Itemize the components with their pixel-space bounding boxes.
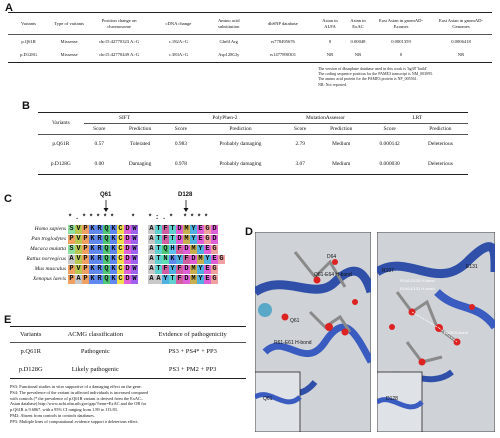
residue-cell: D: [177, 235, 182, 243]
residue-cell: Y: [198, 275, 203, 283]
panel-label-d: D: [245, 226, 253, 238]
residue-cell: T: [156, 255, 161, 263]
residue-cell: E: [198, 235, 203, 243]
residue-cell: Q: [104, 235, 109, 243]
residue-cell: V: [76, 265, 81, 273]
table-note: The version of dbsnpbase database used in this work is 'hg38' 'build': [318, 66, 427, 71]
residue-cell: K: [111, 225, 116, 233]
table-cell: c.182A>G: [168, 38, 189, 44]
residue-cell: K: [90, 235, 95, 243]
residue-cell: K: [111, 265, 116, 273]
table-cell: PS3 + PS4* + PP3: [168, 348, 217, 356]
residue-cell: K: [111, 255, 116, 263]
table-cell: 0.00048: [350, 38, 366, 44]
col-header: Asian in ALFA: [322, 17, 338, 29]
residue-cell: K: [90, 245, 95, 253]
residue-cell: P: [83, 255, 88, 263]
conservation-mark: *: [148, 214, 153, 222]
residue-cell: Q: [104, 265, 109, 273]
residue-cell: D: [125, 245, 130, 253]
table-cell: p.Q61R: [20, 348, 41, 356]
table-note: NR: Not reported.: [318, 81, 347, 87]
table-cell: 0.57: [94, 141, 104, 148]
col-header: Asian in ExAC: [350, 17, 366, 29]
col-header: Type of variants: [54, 20, 84, 26]
residue-cell: F: [177, 275, 182, 283]
residue-cell: T: [156, 265, 161, 273]
residue-cell: A: [156, 275, 161, 283]
panel-label-e: E: [4, 314, 12, 326]
residue-cell: V: [76, 235, 81, 243]
conservation-mark: *: [110, 214, 115, 222]
residue-cell: V: [76, 225, 81, 233]
table-cell: chr15:42770449 A>G: [98, 52, 140, 58]
residue-cell: E: [212, 255, 217, 263]
residue-cell: Q: [163, 245, 168, 253]
table-cell: p.D128G: [50, 160, 71, 167]
residue-cell: K: [90, 265, 95, 273]
table-cell: 0.0001359: [391, 38, 411, 44]
residue-label: Q61: [290, 318, 300, 324]
panel-label-b: B: [22, 100, 30, 112]
table-cell: 0.00: [94, 160, 104, 167]
table-cell: rs778495676: [270, 38, 295, 44]
residue-cell: A: [149, 265, 154, 273]
residue-cell: A: [149, 235, 154, 243]
residue-cell: P: [83, 245, 88, 253]
residue-cell: R: [97, 225, 102, 233]
residue-cell: Y: [205, 255, 210, 263]
table-cell: Pathogenic: [80, 348, 110, 356]
residue-cell: Y: [198, 245, 203, 253]
residue-cell: T: [156, 235, 161, 243]
residue-cell: G: [205, 235, 210, 243]
acmg-note: PM2: Absent from controls in controls databases.: [10, 412, 95, 418]
residue-cell: A: [149, 275, 154, 283]
table-cell: Asp128Gly: [218, 52, 240, 58]
acmg-note: PS3: Functional studies in vitro supportive of a damaging effect on the gene.: [10, 384, 142, 389]
residue-label: Q61: [263, 396, 273, 402]
residue-cell: D: [125, 225, 130, 233]
residue-label: D64: [327, 254, 337, 260]
col-group-header: LRT: [367, 113, 469, 124]
residue-cell: M: [184, 235, 189, 243]
conservation-mark: *: [204, 214, 209, 222]
table-cell: 0.000030: [379, 160, 400, 167]
species-label: Mus musculus: [34, 266, 66, 272]
table-cell: chr15:42770323 A>G: [98, 38, 140, 44]
residue-cell: A: [149, 245, 154, 253]
residue-cell: Q: [104, 225, 109, 233]
structure-view-d128: [377, 232, 495, 432]
residue-cell: Y: [170, 265, 175, 273]
conservation-mark: .: [75, 214, 80, 222]
acmg-note: Asian database) http://www.ncbi.nlm.nih.gov/gap/?term=ExAC and the OR for: [10, 401, 147, 407]
table-cell: Deleterious: [427, 160, 453, 167]
residue-cell: K: [90, 275, 95, 283]
structure-view-q61: [255, 232, 371, 432]
table-cell: Damaging: [128, 160, 152, 167]
hbond-label: D128 H-bond: [444, 330, 468, 335]
residue-cell: E: [205, 275, 210, 283]
residue-cell: D: [212, 235, 217, 243]
table-cell: Medium: [332, 160, 351, 167]
alignment-gap: [138, 225, 148, 285]
table-cell: Probably damaging: [219, 160, 262, 167]
col-header: Variants: [21, 20, 37, 26]
col-group-header: MutationAssessor: [284, 113, 366, 124]
residue-cell: N: [163, 255, 168, 263]
col-subheader: Prediction: [429, 125, 452, 132]
table-cell: 0.0006418: [451, 38, 471, 44]
residue-cell: G: [219, 255, 224, 263]
col-subheader: Prediction: [229, 125, 252, 132]
residue-cell: D: [125, 235, 130, 243]
table-cell: Missense: [60, 38, 78, 44]
table-cell: p.D128G: [20, 52, 38, 58]
residue-cell: K: [90, 225, 95, 233]
col-header: dbSNP database: [267, 20, 298, 26]
residue-cell: R: [97, 275, 102, 283]
residue-cell: P: [83, 275, 88, 283]
col-header: East Asian in gnomAD-Genomes: [438, 17, 484, 29]
residue-cell: E: [198, 225, 203, 233]
residue-cell: K: [111, 235, 116, 243]
table-cell: Medium: [332, 141, 351, 148]
conservation-mark: .: [162, 214, 167, 222]
residue-cell: D: [184, 275, 189, 283]
acmg-note: p.Q61R is 9.6867, with a 95% CI ranging from 1.89 to 113.83.: [10, 407, 118, 413]
residue-cell: P: [69, 275, 74, 283]
residue-cell: Q: [104, 245, 109, 253]
table-cell: PS3 + PM2 + PP3: [168, 365, 217, 373]
residue-label: R107: [382, 268, 394, 274]
residue-cell: A: [149, 225, 154, 233]
col-subheader: Score: [174, 125, 188, 132]
residue-cell: F: [177, 265, 182, 273]
conservation-mark: *: [103, 214, 108, 222]
residue-label: Q61-E64 H-bond: [314, 272, 352, 278]
residue-cell: E: [205, 265, 210, 273]
acmg-note: with controls (* the prevalence of p.Q61R variant is derived from the ExAC–: [10, 395, 144, 401]
species-label: Pan troglodytes: [31, 236, 66, 242]
table-cell: 0: [399, 52, 403, 58]
residue-cell: G: [212, 275, 217, 283]
residue-cell: S: [69, 225, 74, 233]
col-subheader: Score: [294, 125, 307, 132]
table-cell: rs1477890301: [269, 52, 296, 58]
residue-cell: R: [97, 265, 102, 273]
conservation-mark: *: [131, 214, 136, 222]
residue-cell: M: [198, 255, 203, 263]
table-cell: 0: [328, 38, 332, 44]
residue-cell: R: [97, 245, 102, 253]
table-cell: 3.07: [295, 160, 305, 167]
residue-cell: D: [184, 265, 189, 273]
residue-cell: A: [69, 255, 74, 263]
conservation-mark: *: [169, 214, 174, 222]
table-cell: NR: [326, 52, 334, 58]
residue-cell: W: [132, 275, 137, 283]
residue-cell: S: [69, 245, 74, 253]
conservation-mark: *: [183, 214, 188, 222]
residue-cell: D: [125, 275, 130, 283]
col-header: Position change on chromosome: [101, 17, 137, 29]
conservation-mark: *: [68, 214, 73, 222]
residue-cell: Y: [177, 255, 182, 263]
residue-cell: F: [163, 235, 168, 243]
conservation-mark: *: [82, 214, 87, 222]
col-group-header: SIFT: [84, 113, 166, 124]
acmg-note: PP3: Multiple lines of computational evidence support a deleterious effect.: [10, 418, 139, 424]
col-subheader: Prediction: [128, 125, 152, 132]
residue-cell: P: [69, 265, 74, 273]
col-header: East Asian in gnomAD-Exomes: [378, 17, 424, 29]
residue-cell: W: [132, 265, 137, 273]
table-cell: 0.978: [174, 160, 187, 167]
col-header: Variants: [20, 331, 42, 338]
col-subheader: Score: [383, 125, 396, 132]
residue-cell: A: [76, 275, 81, 283]
residue-cell: T: [156, 245, 161, 253]
conservation-mark: :: [155, 214, 160, 222]
hbond-label: R146-D128 H-bond: [400, 278, 435, 283]
residue-cell: R: [97, 235, 102, 243]
col-group-header: PolyPhen-2: [165, 113, 284, 124]
residue-cell: K: [90, 255, 95, 263]
acmg-table: [10, 326, 246, 379]
residue-cell: D: [177, 225, 182, 233]
residue-cell: M: [191, 245, 196, 253]
table-cell: Tolerated: [129, 141, 151, 148]
residue-cell: A: [149, 255, 154, 263]
residue-cell: Q: [104, 255, 109, 263]
residue-cell: M: [191, 265, 196, 273]
col-header: Variants: [38, 113, 84, 135]
table-note: The amino acid protein for the PAME3 protein is NP_005561.: [318, 76, 418, 82]
col-header: cDNA change: [165, 20, 192, 26]
table-cell: Missense: [60, 52, 78, 58]
residue-label: R61-E61 H-bond: [274, 340, 312, 346]
residue-cell: W: [132, 225, 137, 233]
species-label: Rattus norvegicus: [26, 256, 66, 262]
conservation-mark: *: [96, 214, 101, 222]
acmg-notes: [10, 384, 148, 425]
residue-label: E131: [466, 264, 478, 270]
residue-cell: F: [184, 255, 189, 263]
residue-cell: F: [163, 225, 168, 233]
residue-cell: G: [212, 265, 217, 273]
col-header: ACMG classification: [67, 331, 124, 338]
residue-cell: D: [184, 245, 189, 253]
residue-cell: R: [97, 255, 102, 263]
residue-cell: D: [191, 255, 196, 263]
col-subheader: Prediction: [330, 125, 353, 132]
table-cell: Gln61Arg: [219, 38, 238, 44]
species-label: Macaca mulatta: [30, 246, 66, 252]
residue-cell: Y: [163, 275, 168, 283]
residue-cell: T: [170, 275, 175, 283]
residue-cell: C: [118, 245, 123, 253]
species-label: Homo sapiens: [34, 226, 66, 232]
table-cell: 2.79: [295, 141, 305, 148]
table-note: The coding sequence position for the PAME3 transcript is NM_003095.: [318, 71, 434, 77]
conservation-mark: *: [89, 214, 94, 222]
table-cell: p.Q61R: [21, 38, 36, 44]
residue-cell: D: [212, 225, 217, 233]
table-cell: 0.983: [174, 141, 187, 148]
residue-cell: P: [83, 225, 88, 233]
residue-cell: C: [118, 235, 123, 243]
conservation-mark: *: [190, 214, 195, 222]
residue-cell: G: [212, 245, 217, 253]
residue-cell: W: [132, 255, 137, 263]
residue-cell: Q: [104, 275, 109, 283]
residue-cell: C: [118, 265, 123, 273]
table-cell: NR: [354, 52, 362, 58]
species-label: Xenopus laevis: [32, 276, 66, 282]
table-cell: Probably damaging: [219, 141, 262, 148]
residue-cell: E: [205, 245, 210, 253]
table-cell: p.D128G: [18, 365, 43, 373]
residue-cell: G: [205, 225, 210, 233]
mutation-marker-d128: D128: [178, 192, 193, 198]
residue-cell: K: [111, 275, 116, 283]
table-cell: 0.000142: [379, 141, 400, 148]
residue-cell: Y: [198, 265, 203, 273]
residue-cell: K: [111, 245, 116, 253]
conservation-mark: *: [197, 214, 202, 222]
residue-cell: P: [83, 235, 88, 243]
table-row: [10, 361, 246, 379]
col-subheader: Score: [93, 125, 106, 132]
table-row: [10, 343, 246, 361]
residue-cell: P: [83, 265, 88, 273]
residue-cell: C: [118, 225, 123, 233]
residue-cell: W: [132, 235, 137, 243]
residue-cell: T: [156, 225, 161, 233]
residue-cell: Y: [191, 235, 196, 243]
residue-cell: K: [170, 255, 175, 263]
residue-cell: D: [125, 265, 130, 273]
panel-label-a: A: [5, 2, 13, 14]
table-cell: Deleterious: [427, 141, 453, 148]
table-cell: Likely pathogenic: [71, 365, 119, 373]
table-cell: c.383A>G: [168, 52, 189, 58]
residue-cell: M: [184, 225, 189, 233]
panel-label-c: C: [4, 193, 12, 205]
col-header: Evidence of pathogenicity: [158, 331, 227, 338]
residue-cell: H: [170, 245, 175, 253]
residue-cell: W: [132, 245, 137, 253]
acmg-note: PS4: The prevalence of the variant in affected individuals is increased compared: [10, 389, 149, 395]
col-header: Amino acid substitution: [217, 17, 240, 29]
residue-cell: F: [177, 245, 182, 253]
residue-cell: P: [69, 235, 74, 243]
residue-cell: Y: [191, 225, 196, 233]
residue-cell: T: [170, 235, 175, 243]
residue-cell: V: [76, 245, 81, 253]
table-cell: p.Q61R: [52, 141, 70, 148]
residue-cell: T: [170, 225, 175, 233]
residue-cell: C: [118, 255, 123, 263]
residue-cell: D: [125, 255, 130, 263]
residue-cell: C: [118, 275, 123, 283]
residue-cell: F: [163, 265, 168, 273]
hbond-label: R146-E131 H-bond: [400, 286, 435, 291]
residue-cell: V: [76, 255, 81, 263]
mutation-marker-q61: Q61: [100, 192, 112, 198]
residue-cell: M: [191, 275, 196, 283]
table-cell: NR: [457, 52, 465, 58]
residue-label: D128: [386, 396, 398, 402]
